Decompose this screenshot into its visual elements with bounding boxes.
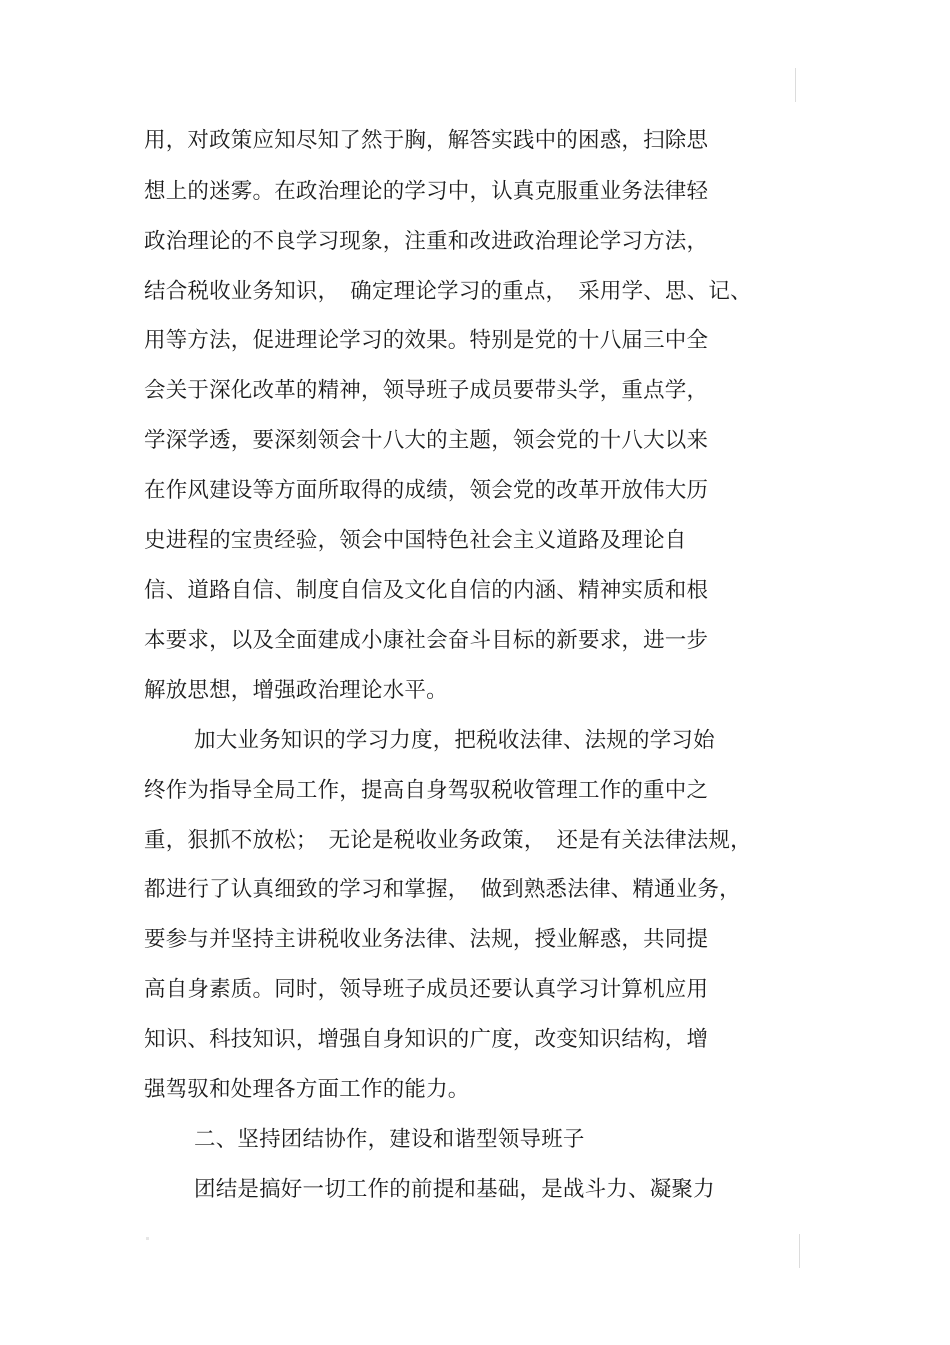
paragraph-first-line: 加大业务知识的学习力度，把税收法律、法规的学习始 <box>194 728 715 753</box>
text-line: 想上的迷雾。在政治理论的学习中，认真克服重业务法律轻 <box>144 179 709 204</box>
text-line: 用等方法，促进理论学习的效果。特别是党的十八届三中全 <box>144 328 709 353</box>
text-line: 学深学透，要深刻领会十八大的主题，领会党的十八大以来 <box>144 428 709 453</box>
text-line: 高自身素质。同时，领导班子成员还要认真学习计算机应用 <box>144 977 709 1002</box>
text-line: 知识、科技知识，增强自身知识的广度，改变知识结构，增 <box>144 1027 709 1052</box>
text-line: 用，对政策应知尽知了然于胸，解答实践中的困惑，扫除思 <box>144 128 709 153</box>
text-line: 都进行了认真细致的学习和掌握， 做到熟悉法律、精通业务， <box>144 877 741 902</box>
text-line: 终作为指导全局工作，提高自身驾驭税收管理工作的重中之 <box>144 778 709 803</box>
text-line: 会关于深化改革的精神，领导班子成员要带头学，重点学， <box>144 378 709 403</box>
section-heading: 二、坚持团结协作，建设和谐型领导班子 <box>194 1127 585 1152</box>
text-line: 解放思想，增强政治理论水平。 <box>144 678 448 703</box>
paragraph-first-line: 团结是搞好一切工作的前提和基础，是战斗力、凝聚力 <box>194 1177 715 1202</box>
page-edge-mark-top <box>795 68 796 102</box>
text-line: 结合税收业务知识， 确定理论学习的重点， 采用学、思、记、 <box>144 279 752 304</box>
text-line: 重，狠抓不放松； 无论是税收业务政策， 还是有关法律法规， <box>144 828 752 853</box>
text-line: 信、道路自信、制度自信及文化自信的内涵、精神实质和根 <box>144 578 709 603</box>
text-line: 本要求，以及全面建成小康社会奋斗目标的新要求，进一步 <box>144 628 709 653</box>
page-edge-mark-bottom <box>799 1234 800 1268</box>
text-line: 史进程的宝贵经验，领会中国特色社会主义道路及理论自 <box>144 528 687 553</box>
text-line: 要参与并坚持主讲税收业务法律、法规，授业解惑，共同提 <box>144 927 709 952</box>
text-line: 政治理论的不良学习现象，注重和改进政治理论学习方法， <box>144 229 709 254</box>
text-line: 在作风建设等方面所取得的成绩，领会党的改革开放伟大历 <box>144 478 709 503</box>
text-line: 强驾驭和处理各方面工作的能力。 <box>144 1077 470 1102</box>
page-edge-mark-dot <box>146 1237 149 1240</box>
